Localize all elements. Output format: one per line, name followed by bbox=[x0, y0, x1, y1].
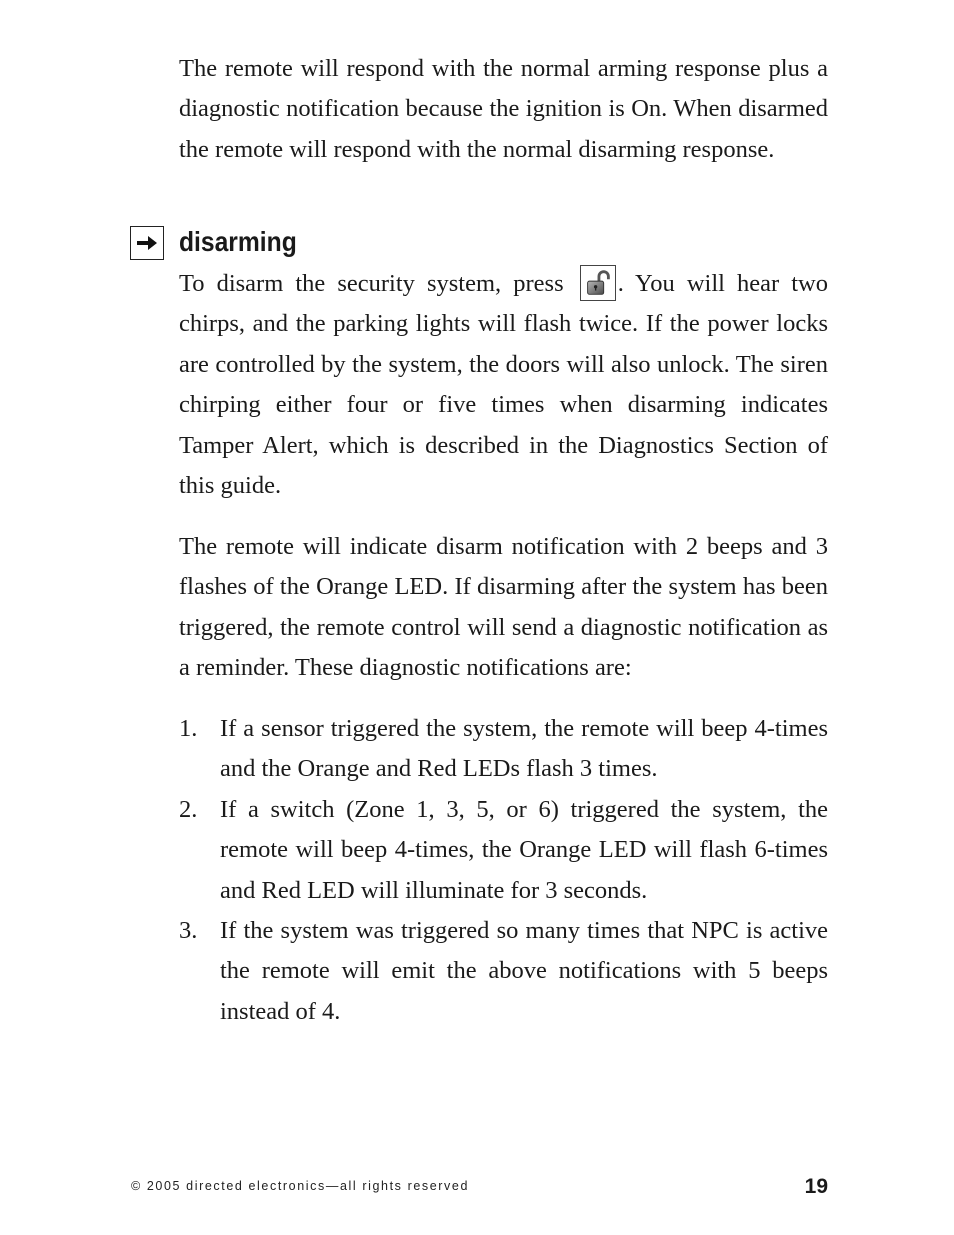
copyright-footer: © 2005 directed electronics—all rights reserved bbox=[131, 1179, 470, 1193]
disarm-text-after: . You will hear two chirps, and the parking lights will flash twice. If the power locks are controlled by the system, the doors will also unlock. The siren chirping either four or five times when disarming indicates Tamper Alert, which is described in the Diagnostics Section of this guide. bbox=[179, 270, 828, 500]
list-number: 2. bbox=[179, 795, 198, 823]
arrow-right-icon bbox=[130, 226, 164, 260]
list-text: If a sensor triggered the system, the remote will beep 4-times and the Orange and Red LEDs flash 3 times. bbox=[220, 715, 828, 783]
list-text: If a switch (Zone 1, 3, 5, or 6) triggered the system, the remote will beep 4-times, the Orange LED will flash 6-times and Red LED will illuminate for 3 seconds. bbox=[220, 795, 828, 904]
list-number: 3. bbox=[179, 917, 198, 945]
list-item bbox=[179, 911, 828, 1032]
diagnostic-list bbox=[179, 709, 828, 1032]
list-item bbox=[179, 709, 828, 790]
section-heading: disarming bbox=[179, 226, 297, 257]
page-number: 19 bbox=[804, 1175, 828, 1198]
list-text: If the system was triggered so many times that NPC is active the remote will emit the above notifications with 5 beeps instead of 4. bbox=[220, 917, 828, 1025]
list-item bbox=[179, 790, 828, 911]
notification-paragraph: The remote will indicate disarm notification with 2 beeps and 3 flashes of the Orange LED. If disarming after the system has been triggered, the remote control will send a diagnostic notification as a reminder. These diagnostic notifications are: bbox=[179, 533, 828, 682]
list-number: 1. bbox=[179, 715, 198, 742]
disarm-paragraph bbox=[179, 264, 828, 506]
unlock-icon bbox=[580, 265, 616, 301]
disarm-text-before: To disarm the security system, press bbox=[179, 270, 564, 297]
intro-paragraph: The remote will respond with the normal arming response plus a diagnostic notification because the ignition is On. When disarmed the remote will respond with the normal disarming response. bbox=[179, 55, 828, 163]
